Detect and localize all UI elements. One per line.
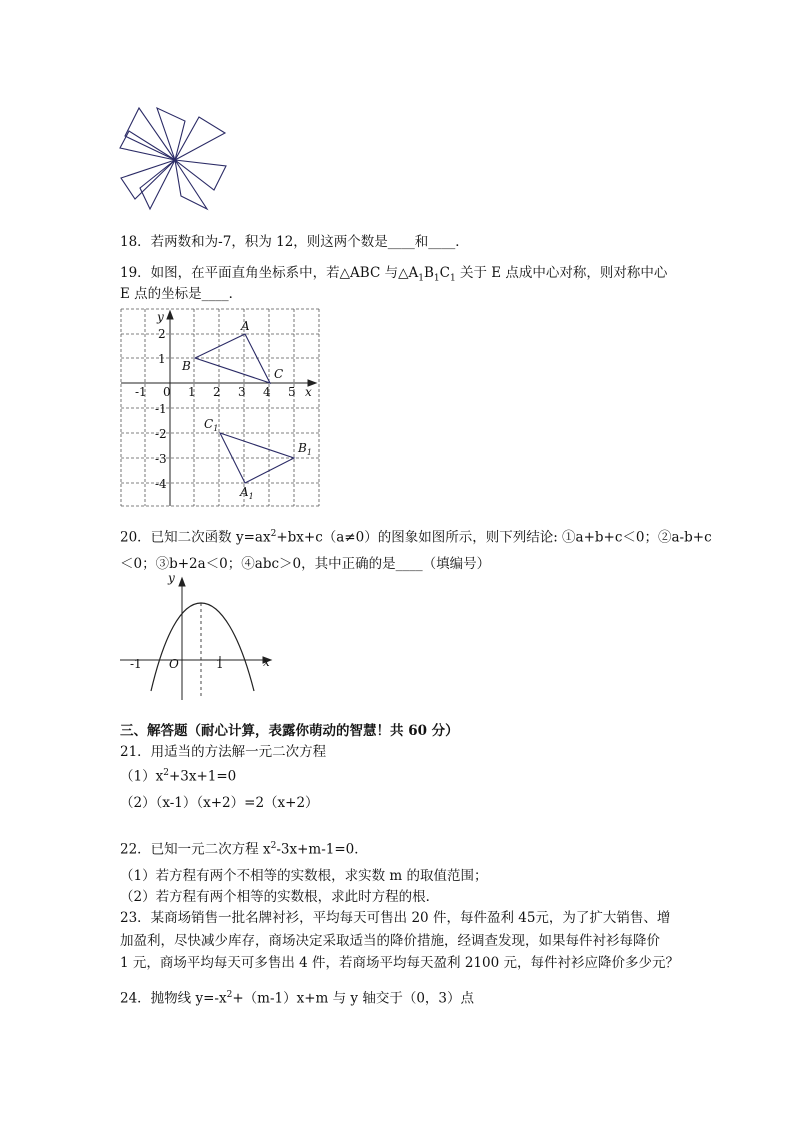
x-tick-label: 3	[238, 385, 246, 399]
grid-lines	[121, 309, 319, 506]
point-a-label: A	[241, 319, 250, 333]
q22-text: -3x+m-1=0．	[276, 841, 368, 858]
x-axis-label: x	[305, 385, 312, 399]
question-22-stem	[120, 837, 368, 859]
x-tick-label: -1	[130, 657, 142, 671]
x-tick-label: 2	[213, 385, 221, 399]
q21-text: +3x+1=0	[168, 768, 237, 785]
question-23-line-3: 1 元，商场平均每天可多售出 4 件，若商场平均每天盈利 2100 元，每件衬衫应降价多少元？	[120, 955, 679, 971]
y-tick-label: -1	[155, 402, 167, 416]
point-c1-label: $C_1$	[204, 417, 219, 433]
x-axis-label: x	[263, 655, 270, 669]
question-22-part-1: （1）若方程有两个不相等的实数根，求实数 m 的取值范围；	[120, 868, 488, 884]
y-tick-label: -4	[155, 477, 167, 491]
x-tick-label: 5	[288, 385, 296, 399]
pinwheel-blade	[140, 160, 175, 209]
q20-text: 20．已知二次函数 y=ax	[120, 529, 271, 546]
pinwheel-blade	[175, 160, 207, 209]
parabola-curve	[151, 603, 254, 691]
question-20-line-2: ＜0；③b+2a＜0；④abc＞0，其中正确的是____（填编号）	[120, 556, 491, 572]
q19-text: C	[439, 265, 450, 281]
q22-superscript: 2	[270, 841, 277, 851]
q21-superscript: 2	[163, 768, 169, 778]
question-22-part-2: （2）若方程有两个相等的实数根，求此时方程的根．	[120, 889, 440, 905]
q20-superscript: 2	[270, 529, 277, 539]
question-18: 18．若两数和为-7，积为 12，则这两个数是____和____．	[120, 234, 469, 250]
section-3-title: 三、解答题（耐心计算，表露你萌动的智慧！共 60 分）	[120, 723, 459, 739]
point-b-label: B	[182, 359, 191, 373]
question-24	[120, 986, 474, 1008]
question-20-line-1	[120, 525, 712, 547]
y-tick-label: 1	[158, 352, 166, 366]
q19-subscript: 1	[418, 273, 424, 284]
origin-label: O	[169, 657, 179, 671]
q19-text: 关于 E 点成中心对称，则对称中心	[455, 265, 668, 281]
q20-text: +bx+c（a≠0）的图象如图所示，则下列结论: ①a+b+c＜0；②a-b+c	[276, 529, 712, 546]
point-a1-label: $A_1$	[240, 485, 254, 501]
x-tick-label: 4	[263, 385, 271, 399]
y-axis-label: y	[168, 571, 175, 585]
q19-subscript: 1	[449, 273, 456, 284]
x-tick-label: 1	[216, 657, 224, 671]
question-21-part-1	[120, 764, 236, 786]
pinwheel-blade	[157, 108, 185, 160]
x-tick-label: -1	[135, 385, 147, 399]
pinwheel-blade	[175, 160, 226, 190]
q22-text: 22．已知一元二次方程 x	[120, 841, 271, 858]
x-tick-label: 1	[188, 385, 196, 399]
question-21-part-2: （2）（x-1）（x+2）=2（x+2）	[120, 795, 319, 811]
y-tick-label: -3	[155, 452, 167, 466]
q19-text: B	[423, 265, 434, 281]
q20-parabola-graph	[115, 570, 280, 702]
q24-superscript: 2	[226, 990, 233, 1000]
pinwheel-figure	[118, 104, 228, 214]
point-b1-label: $B_1$	[298, 441, 312, 457]
y-axis-arrow	[179, 578, 185, 586]
y-tick-label: -2	[155, 427, 167, 441]
q21-text: （1）x	[120, 768, 164, 785]
y-axis-label: y	[157, 310, 164, 324]
y-tick-label: 2	[158, 327, 166, 341]
question-23-line-2: 加盈利，尽快减少库存，商场决定采取适当的降价措施，经调查发现，如果每件衬衫每降价	[120, 933, 660, 949]
y-axis-arrow	[167, 311, 173, 319]
x-tick-label: 0	[163, 385, 171, 399]
q19-text: 19．如图，在平面直角坐标系中，若△ABC 与△A	[120, 265, 419, 281]
q19-coordinate-grid	[115, 305, 325, 510]
q24-text: 24．抛物线 y=-x	[120, 990, 227, 1007]
q24-text: +（m-1）x+m 与 y 轴交于（0，3）点	[232, 990, 474, 1007]
q19-subscript: 1	[433, 273, 440, 284]
point-c-label: C	[274, 367, 284, 381]
question-23-line-1: 23．某商场销售一批名牌衬衫，平均每天可售出 20 件，每件盈利 45元，为了扩大销售、增	[120, 910, 671, 926]
pinwheel-blade	[175, 117, 225, 160]
triangle-abc	[195, 334, 270, 383]
question-19-line-2: E 点的坐标是____．	[120, 286, 243, 302]
question-21-stem: 21．用适当的方法解一元二次方程	[120, 744, 327, 760]
pinwheel-blade	[125, 108, 175, 160]
